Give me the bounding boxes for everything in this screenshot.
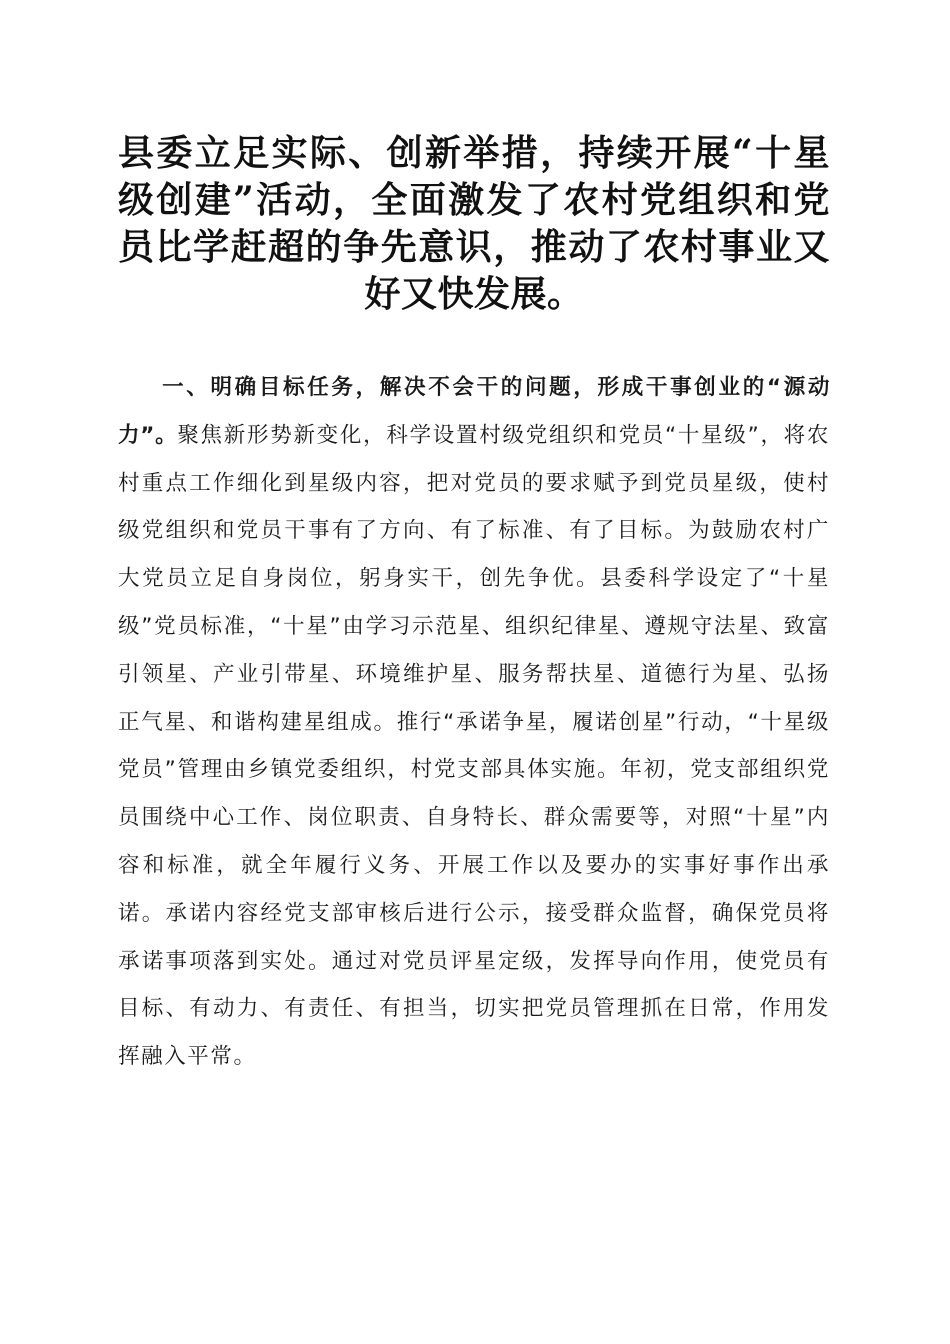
document-title: 县委立足实际、创新举措，持续开展“十星级创建”活动，全面激发了农村党组织和党员比学赶超的争先意识，推动了农村事业又好又快发展。: [118, 132, 830, 315]
section-1-body: 聚焦新形势新变化，科学设置村级党组织和党员“十星级”，将农村重点工作细化到星级内容，把对党员的要求赋予到党员星级，使村级党组织和党员干事有了方向、有了标准、有了目标。为鼓励农村广大党员立足自身岗位，躬身实干，创先争优。县委科学设定了“十星级”党员标准，“十星”由学习示范星、组织纪律星、遵规守法星、致富引领星、产业引带星、环境维护星、服务帮扶星、道德行为星、弘扬正气星、和谐构建星组成。推行“承诺争星，履诺创星”行动，“十星级党员”管理由乡镇党委组织，村党支部具体实施。年初，党支部组织党员围绕中心工作、岗位职责、自身特长、群众需要等，对照“十星”内容和标准，就全年履行义务、开展工作以及要办的实事好事作出承诺。承诺内容经党支部审核后进行公示，接受群众监督，确保党员将承诺事项落到实处。通过对党员评星定级，发挥导向作用，使党员有目标、有动力、有责任、有担当，切实把党员管理抓在日常，作用发挥融入平常。: [118, 422, 830, 1070]
section-1-heading: 一、明确目标任务，解决不会干的问题，形成干事创业的“源动力”。: [118, 375, 830, 448]
section-1-paragraph: [118, 364, 830, 1081]
